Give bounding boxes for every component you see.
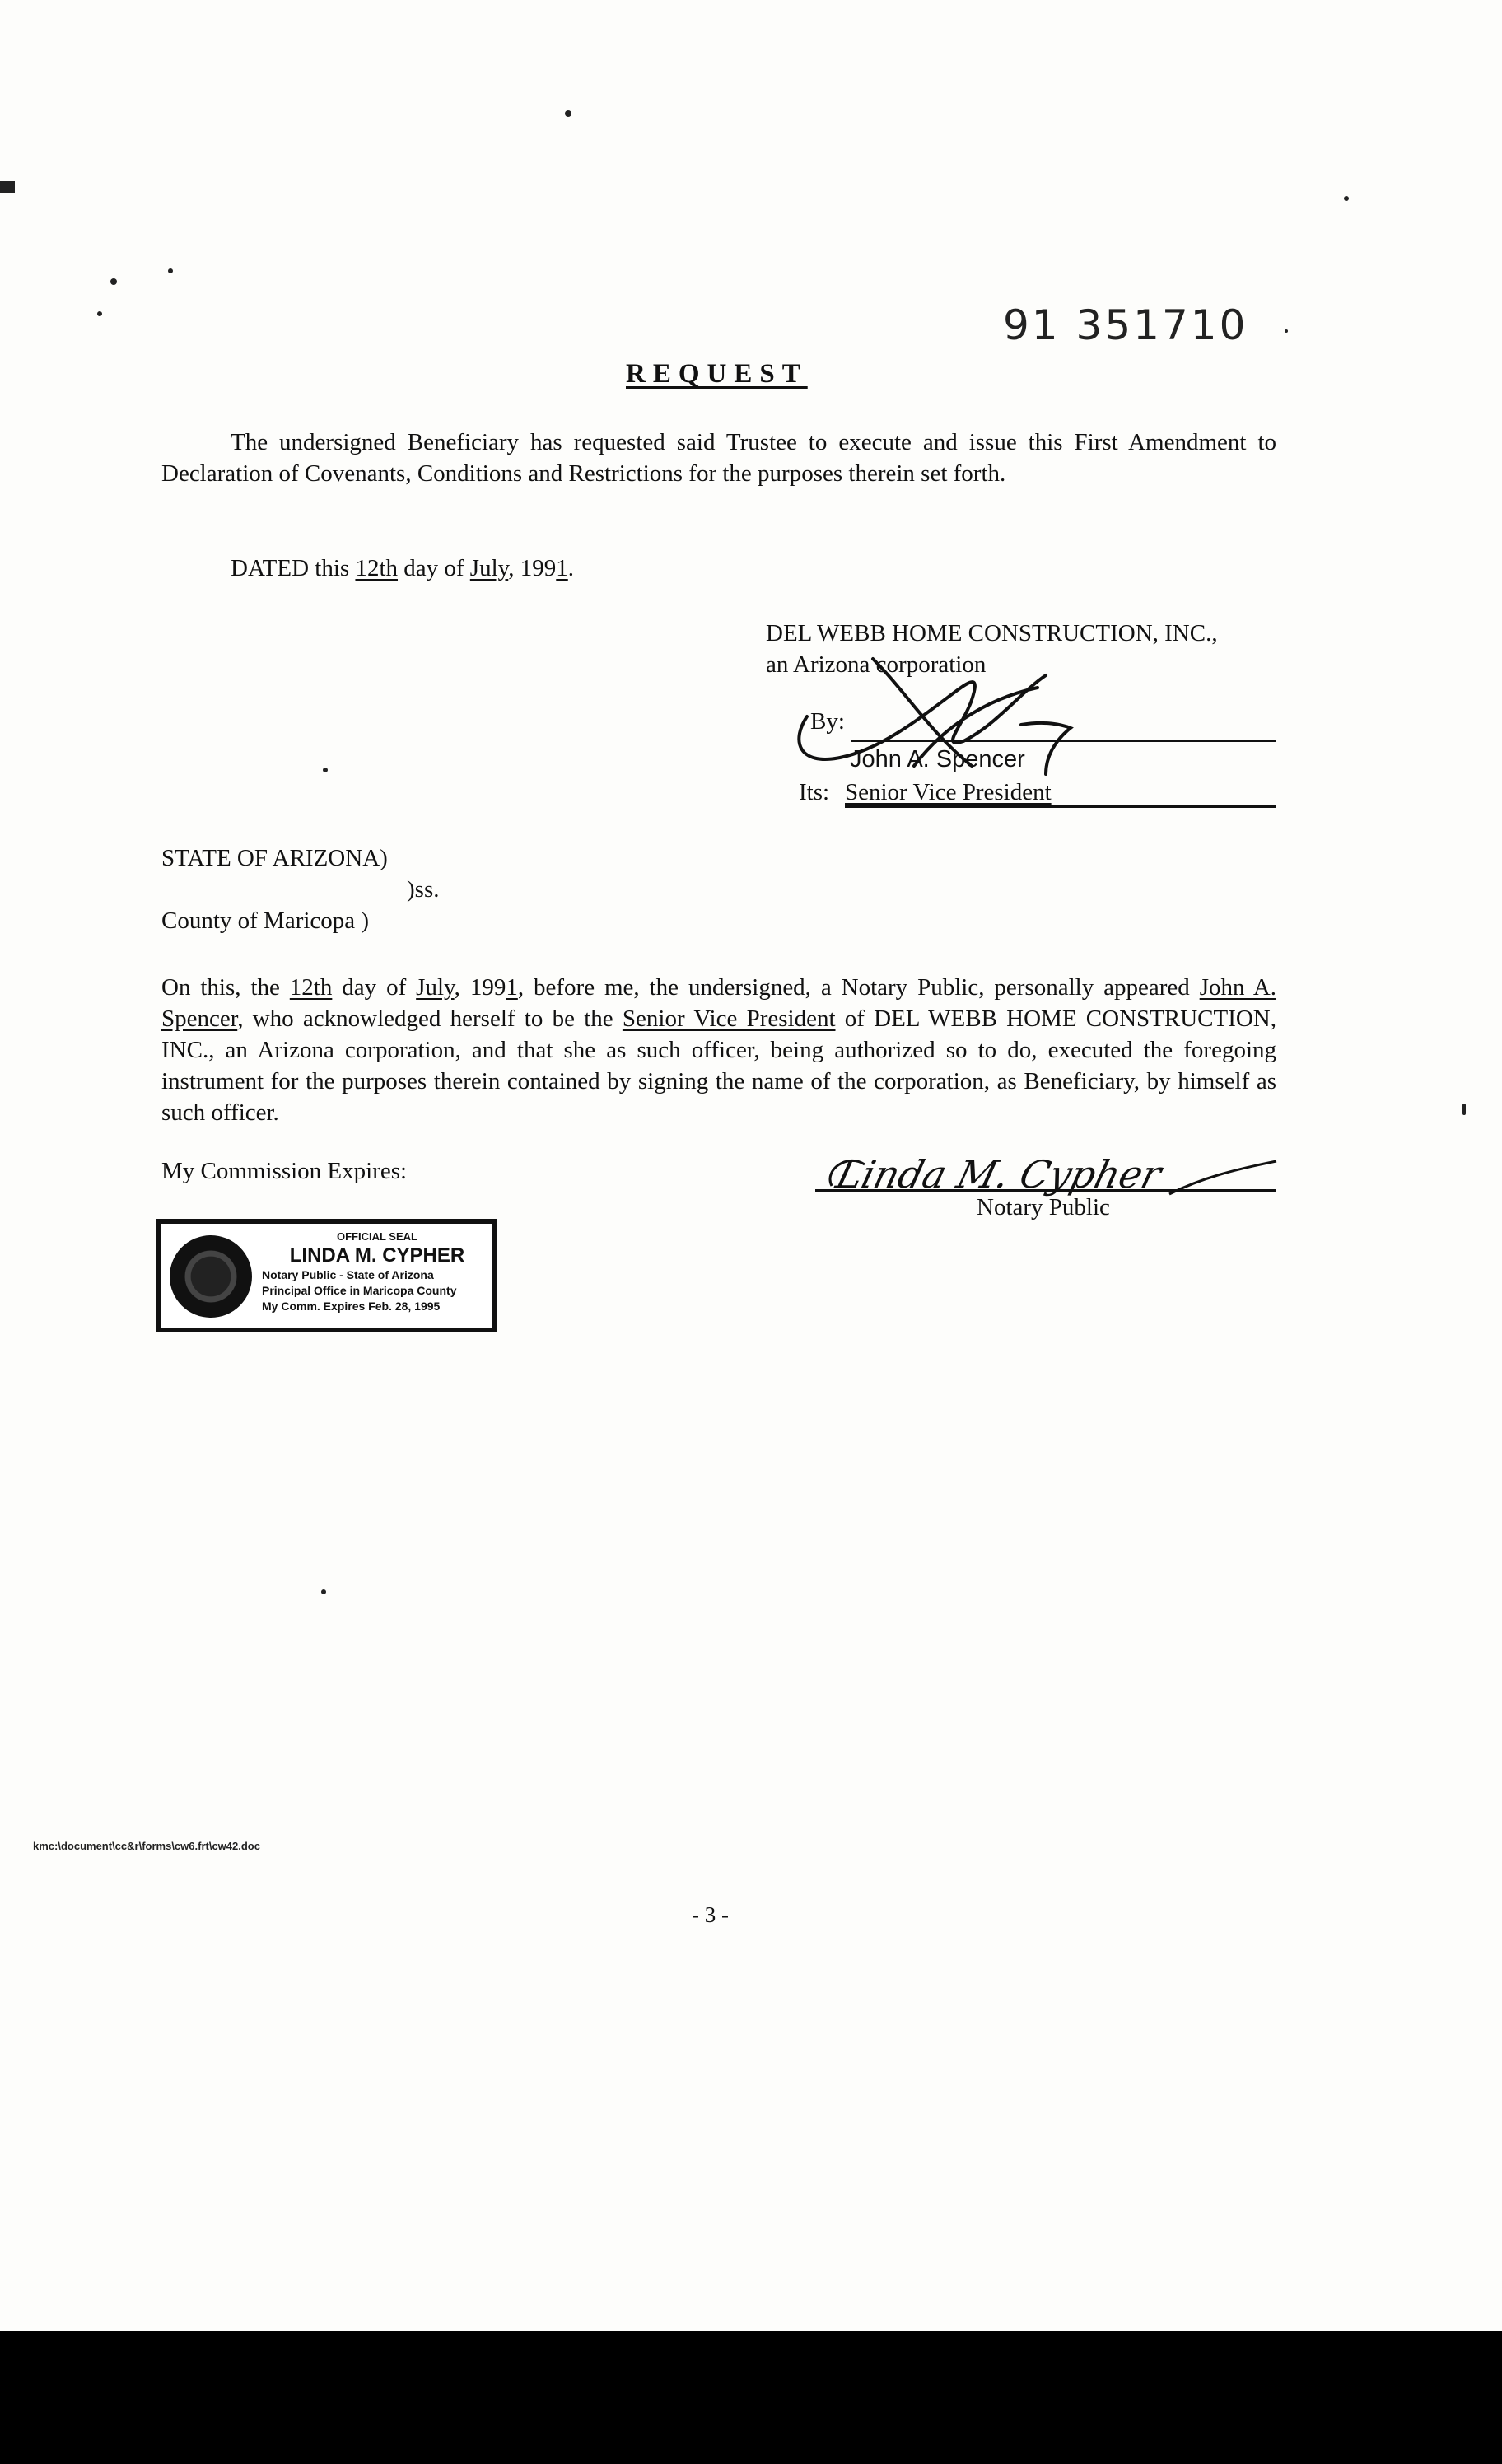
stamp-name: LINDA M. CYPHER bbox=[289, 1244, 465, 1267]
stamp-line: My Comm. Expires Feb. 28, 1995 bbox=[262, 1300, 441, 1313]
scan-speck bbox=[0, 181, 15, 193]
scan-speck bbox=[323, 768, 328, 772]
notary-text: of DEL WEBB HOME CONSTRUCTION, INC., an Arizona corporation, and that she as such officer, being authorized so to do, executed the foregoing instrument for the purposes therein contained by signing the name of the corporation, as Beneficiary, by himself as such officer. bbox=[161, 1006, 1277, 1126]
notary-signature-text: Linda M. Cypher bbox=[832, 1153, 1166, 1197]
dated-suffix: . bbox=[567, 555, 575, 581]
notary-public-label: Notary Public bbox=[977, 1194, 1110, 1220]
company-description: an Arizona corporation bbox=[766, 651, 987, 678]
dated-mid: day of bbox=[398, 555, 470, 581]
scan-speck bbox=[1285, 329, 1288, 333]
commission-label: My Commission Expires: bbox=[161, 1158, 408, 1184]
page-number: - 3 - bbox=[692, 1902, 729, 1927]
notary-year-digit: 1 bbox=[506, 974, 518, 1001]
scan-speck bbox=[321, 1589, 326, 1594]
notary-seal-icon bbox=[170, 1235, 252, 1318]
company-name: DEL WEBB HOME CONSTRUCTION, INC., bbox=[766, 620, 1218, 646]
notary-paragraph bbox=[161, 972, 1276, 1128]
dated-month: July bbox=[469, 555, 509, 581]
notary-appeared-name: John A. Spencer bbox=[161, 974, 1277, 1032]
by-label: By: bbox=[810, 708, 845, 735]
document-number: 91 351710 bbox=[1003, 301, 1248, 349]
notary-signature-line bbox=[815, 1189, 1276, 1192]
scan-speck bbox=[110, 278, 117, 285]
notary-stamp bbox=[156, 1219, 497, 1332]
dated-line bbox=[231, 555, 574, 582]
stamp-text bbox=[262, 1229, 492, 1314]
signer-title: Senior Vice President bbox=[845, 779, 1052, 805]
stamp-line: Principal Office in Maricopa County bbox=[262, 1284, 457, 1297]
scan-speck bbox=[97, 311, 102, 316]
notary-text: , 199 bbox=[454, 974, 506, 1001]
by-signature-line bbox=[851, 740, 1276, 742]
scan-speck bbox=[168, 268, 173, 273]
request-paragraph: The undersigned Beneficiary has requested said Trustee to execute and issue this First Amendment to Declaration of Covenants, Conditions and Restrictions for the purposes therein set forth. bbox=[161, 429, 1276, 487]
notary-text: day of bbox=[332, 974, 417, 1001]
dated-year-prefix: , 199 bbox=[508, 555, 557, 581]
page-title: REQUEST bbox=[626, 359, 808, 389]
scan-speck bbox=[1344, 196, 1349, 201]
dated-prefix: DATED this bbox=[231, 555, 356, 581]
notary-text: , who acknowledged herself to be the bbox=[237, 1006, 623, 1032]
venue-state: STATE OF ARIZONA) bbox=[161, 845, 388, 871]
stamp-line: Notary Public - State of Arizona bbox=[262, 1268, 434, 1281]
dated-day: 12th bbox=[355, 555, 399, 581]
scan-speck bbox=[1462, 1104, 1466, 1115]
notary-day: 12th bbox=[289, 974, 333, 1001]
venue-ss: )ss. bbox=[407, 876, 440, 903]
notary-month: July bbox=[416, 974, 455, 1001]
dated-year-digit: 1 bbox=[556, 555, 568, 581]
notary-text: On this, the bbox=[161, 974, 290, 1001]
notary-appeared-title: Senior Vice President bbox=[622, 1006, 836, 1032]
scan-speck bbox=[565, 110, 571, 117]
venue-county: County of Maricopa ) bbox=[161, 908, 370, 934]
its-label: Its: bbox=[799, 779, 830, 805]
notary-text: , before me, the undersigned, a Notary Public, personally appeared bbox=[517, 974, 1200, 1001]
signer-name: John A. Spencer bbox=[850, 746, 1025, 772]
stamp-heading: OFFICIAL SEAL bbox=[337, 1230, 417, 1243]
its-title-line bbox=[845, 805, 1276, 808]
footer-file-path: kmc:\document\cc&r\forms\cw6.frt\cw42.doc bbox=[33, 1840, 260, 1852]
